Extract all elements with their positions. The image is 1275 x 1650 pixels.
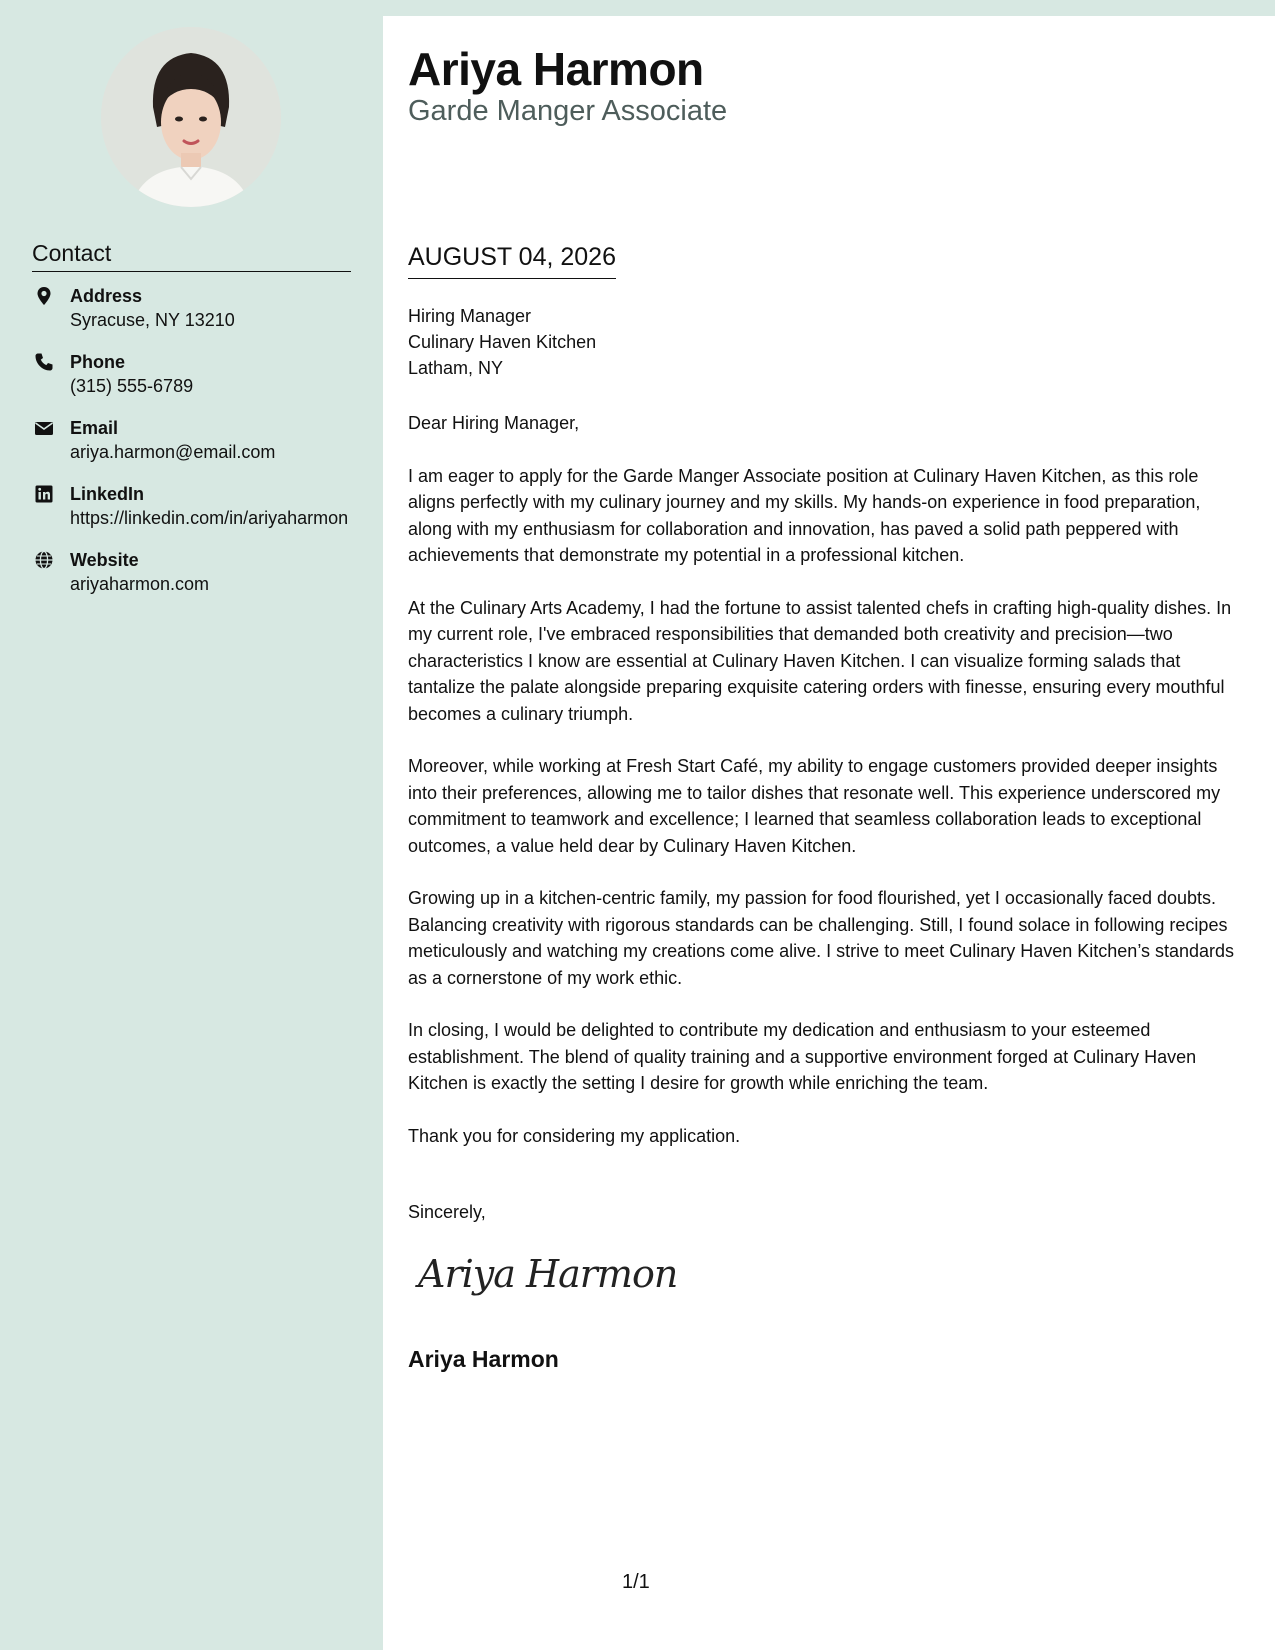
map-pin-icon <box>34 286 54 306</box>
letter-body <box>408 410 1248 1175</box>
closing: Sincerely, <box>408 1202 486 1222</box>
contact-label: Website <box>70 550 139 570</box>
phone-value: (315) 555-6789 <box>70 376 194 396</box>
contact-item-phone <box>32 350 352 398</box>
paragraph: Thank you for considering my application. <box>408 1125 741 1146</box>
signed-name: Ariya Harmon <box>408 1346 559 1372</box>
profile-photo <box>101 27 281 207</box>
contact-label: Email <box>70 418 119 438</box>
applicant-name: Ariya Harmon <box>408 43 704 95</box>
paragraph: At the Culinary Arts Academy, I had the fortune to assist talented chefs in crafting high-quality dishes. In my current role, I've embraced responsibilities that demanded both creativity and precision—two characteristics I know are essential at Culinary Haven Kitchen. I can visualize forming salads that tantalize the palate alongside preparing exquisite catering orders with finesse, ensuring every mouthful becomes a culinary triumph. <box>408 597 1232 724</box>
recipient-line: Culinary Haven Kitchen <box>408 332 597 352</box>
contact-label: Phone <box>70 352 126 372</box>
paragraph: I am eager to apply for the Garde Manger Associate position at Culinary Haven Kitchen, as this role aligns perfectly with my culinary journey and my skills. My hands-on experience in food preparation, along with my enthusiasm for collaboration and innovation, has paved a solid path peppered with achievements that demonstrate my potential in a professional kitchen. <box>408 465 1201 565</box>
linkedin-value[interactable]: https://linkedin.com/in/ariyaharmon <box>70 508 349 528</box>
contact-item-website <box>32 548 352 596</box>
envelope-icon <box>34 418 54 438</box>
signature: Ariya Harmon <box>418 1252 678 1296</box>
phone-icon <box>34 352 54 372</box>
recipient-line: Hiring Manager <box>408 306 532 326</box>
contact-item-address <box>32 284 352 332</box>
salutation: Dear Hiring Manager, <box>408 413 580 433</box>
address-value: Syracuse, NY 13210 <box>70 310 235 330</box>
recipient-line: Latham, NY <box>408 358 504 378</box>
paragraph: Growing up in a kitchen-centric family, my passion for food flourished, yet I occasionally faced doubts. Balancing creativity with rigorous standards can be challenging. Still, I found solace in following recipes meticulously and watching my creations come alive. I strive to meet Culinary Haven Kitchen’s standards as a cornerstone of my work ethic. <box>408 888 1235 988</box>
page-number: 1/1 <box>622 1571 650 1593</box>
contact-heading: Contact <box>32 240 351 272</box>
contact-item-linkedin <box>32 482 352 530</box>
job-title: Garde Manger Associate <box>408 95 728 127</box>
contact-list <box>32 284 352 614</box>
paragraph: In closing, I would be delighted to contribute my dedication and enthusiasm to your esteemed establishment. The blend of quality training and a supportive environment forged at Culinary Haven Kitchen is exactly the setting I desire for growth while enriching the team. <box>408 1020 1197 1093</box>
letter-date: AUGUST 04, 2026 <box>408 243 616 279</box>
contact-label: Address <box>70 286 143 306</box>
recipient-block <box>408 303 596 381</box>
globe-icon <box>34 550 54 570</box>
linkedin-icon <box>34 484 54 504</box>
contact-label: LinkedIn <box>70 484 145 504</box>
email-value[interactable]: ariya.harmon@email.com <box>70 442 276 462</box>
website-value[interactable]: ariyaharmon.com <box>70 574 210 594</box>
contact-item-email <box>32 416 352 464</box>
paragraph: Moreover, while working at Fresh Start Café, my ability to engage customers provided deeper insights into their preferences, allowing me to tailor dishes that resonate well. This experience underscored my commitment to teamwork and excellence; I learned that seamless collaboration leads to exceptional outcomes, a value held dear by Culinary Haven Kitchen. <box>408 756 1221 856</box>
